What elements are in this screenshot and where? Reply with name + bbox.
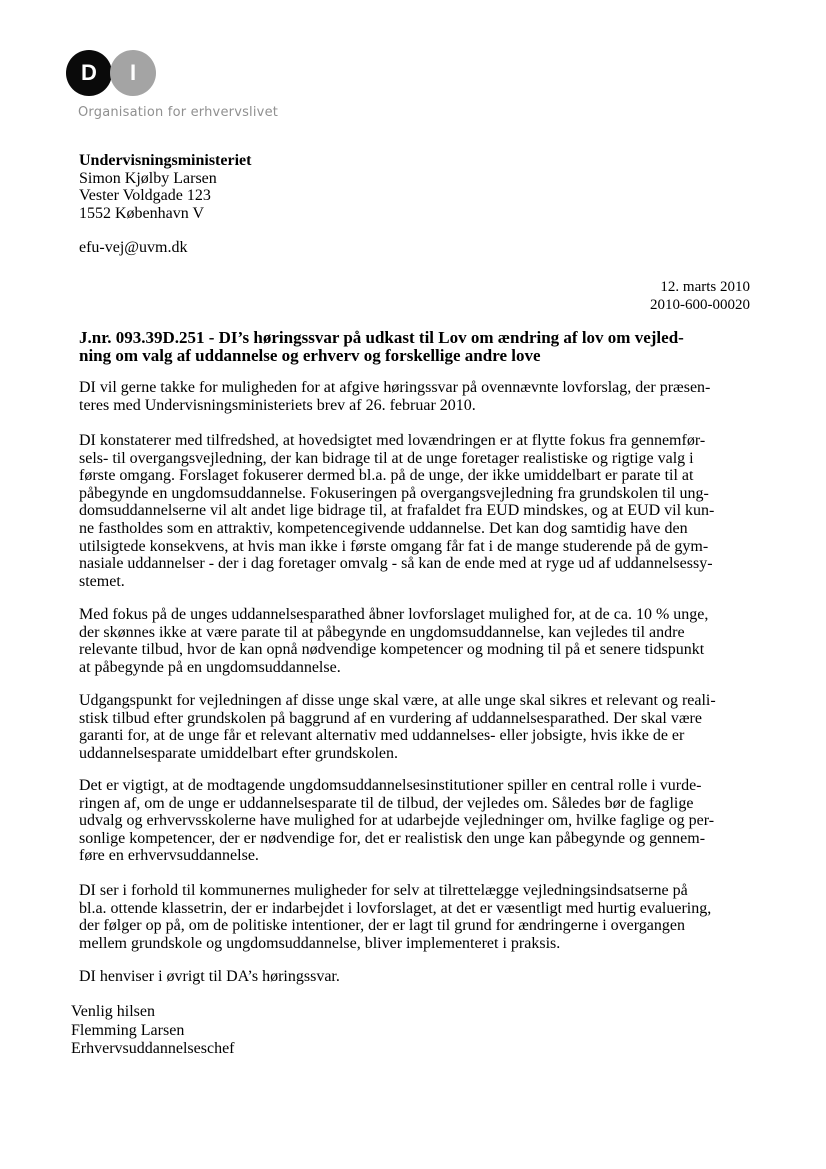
paragraph-line: Udgangspunkt for vejledningen af disse unge skal være, at alle unge skal sikres et relevant og reali-: [79, 692, 716, 709]
paragraph-line: DI konstaterer med tilfredshed, at hovedsigtet med lovændringen er at flytte fokus fra gennemfør-: [79, 432, 706, 449]
body-paragraph-2: [79, 432, 759, 590]
logo-i-circle: I: [110, 50, 156, 96]
paragraph-line: sels- til overgangsvejledning, der kan bidrage til at de unge foretager realistiske og rigtige valg i: [79, 449, 694, 467]
recipient-email: efu-vej@uvm.dk: [79, 239, 188, 256]
paragraph-line: der skønnes ikke at være parate til at påbegynde en ungdomsuddannelse, kan vejledes til andre: [79, 623, 685, 641]
recipient-address: [79, 152, 251, 222]
letter-date: 12. marts 2010: [660, 279, 750, 295]
letter-meta: [650, 278, 750, 314]
logo-d-circle: D: [66, 50, 112, 96]
paragraph-line: føre en erhvervsuddannelse.: [79, 847, 259, 865]
recipient-street: Vester Voldgade 123: [79, 187, 211, 204]
subject-line: ning om valg af uddannelse og erhverv og forskellige andre love: [79, 346, 541, 365]
paragraph-line: Det er vigtigt, at de modtagende ungdomsuddannelsesinstitutioner spiller en central rolle i vurde-: [79, 777, 702, 794]
recipient-name: Simon Kjølby Larsen: [79, 169, 217, 187]
paragraph-line: DI ser i forhold til kommunernes muligheder for selv at tilrettelægge vejledningsindsatserne på: [79, 882, 688, 899]
di-logo: [66, 50, 158, 96]
letter-subject: [79, 329, 749, 365]
body-paragraph-3: [79, 606, 759, 676]
paragraph-line: domsuddannelserne vil alt andet lige bidrage til, at frafaldet fra EUD mindskes, og at EUD vil kun-: [79, 502, 715, 520]
paragraph-line: uddannelsesparate umiddelbart efter grundskolen.: [79, 744, 398, 762]
logo-tagline: Organisation for erhvervslivet: [78, 105, 279, 120]
signature-block: [71, 1003, 235, 1059]
paragraph-line: mellem grundskole og ungdomsuddannelse, bliver implementeret i praksis.: [79, 934, 561, 952]
paragraph-line: udvalg og erhvervsskolerne have mulighed for at udarbejde vejledninger om, hvilke faglige og per-: [79, 812, 715, 830]
recipient-organisation: Undervisningsministeriet: [79, 152, 252, 169]
paragraph-line: DI henviser i øvrigt til DA’s høringssvar.: [79, 968, 340, 985]
paragraph-line: DI vil gerne takke for muligheden for at afgive høringssvar på ovennævnte lovforslag, der præsen-: [79, 379, 711, 396]
paragraph-line: bl.a. ottende klassetrin, der er indarbejdet i lovforslaget, at det er væsentligt med hurtig evaluering,: [79, 899, 712, 917]
paragraph-line: teres med Undervisningsministeriets brev af 26. februar 2010.: [79, 396, 476, 414]
signature-name: Flemming Larsen: [71, 1021, 185, 1039]
paragraph-line: der følger op på, om de politiske intentioner, der er lagt til grund for ændringerne i overgangen: [79, 917, 685, 935]
paragraph-line: garanti for, at de unge får et relevant alternativ med uddannelses- eller jobsigte, hvis ikke de er: [79, 727, 685, 745]
paragraph-line: at påbegynde på en ungdomsuddannelse.: [79, 658, 341, 676]
subject-line: J.nr. 093.39D.251 - DI’s høringssvar på udkast til Lov om ændring af lov om vejled-: [79, 328, 684, 347]
paragraph-line: stemet.: [79, 572, 125, 590]
paragraph-line: nasiale uddannelser - der i dag foretager omvalg - så kan de ende med at ryge ud af uddannelsessy-: [79, 555, 713, 573]
paragraph-line: relevante tilbud, hvor de kan opnå nødvendige kompetencer og modning til på et senere tidspunkt: [79, 641, 705, 659]
paragraph-line: første omgang. Forslaget fokuserer dermed bl.a. på de unge, der ikke umiddelbart er parate til at: [79, 467, 694, 485]
body-paragraph-6: [79, 882, 759, 952]
body-paragraph-4: [79, 692, 759, 762]
paragraph-line: stisk tilbud efter grundskolen på baggrund af en vurdering af uddannelsesparathed. Der skal være: [79, 709, 702, 727]
letter-reference: 2010-600-00020: [650, 297, 750, 313]
paragraph-line: ringen af, om de unge er uddannelsesparate til de tilbud, der vejledes om. Således bør de faglige: [79, 794, 694, 812]
paragraph-line: påbegynde en ungdomsuddannelse. Fokuseringen på overgangsvejledning fra grundskolen til ung-: [79, 484, 709, 502]
paragraph-line: utilsigtede konsekvens, at hvis man ikke i første omgang får fat i de mange studerende på de gym-: [79, 537, 709, 555]
paragraph-line: ne fastholdes som en attraktiv, kompetencegivende uddannelse. Det kan dog samtidig have den: [79, 519, 688, 537]
body-paragraph-1: [79, 379, 759, 414]
recipient-city: 1552 København V: [79, 204, 205, 222]
signature-closing: Venlig hilsen: [71, 1003, 155, 1020]
paragraph-line: sonlige kompetencer, der er nødvendige for, det er realistisk den unge kan påbegynde og gennem-: [79, 829, 706, 847]
signature-title: Erhvervsuddannelseschef: [71, 1040, 235, 1057]
paragraph-line: Med fokus på de unges uddannelsesparathed åbner lovforslaget mulighed for, at de ca. 10 % unge,: [79, 606, 709, 623]
body-paragraph-5: [79, 777, 759, 865]
body-paragraph-7: [79, 968, 759, 986]
